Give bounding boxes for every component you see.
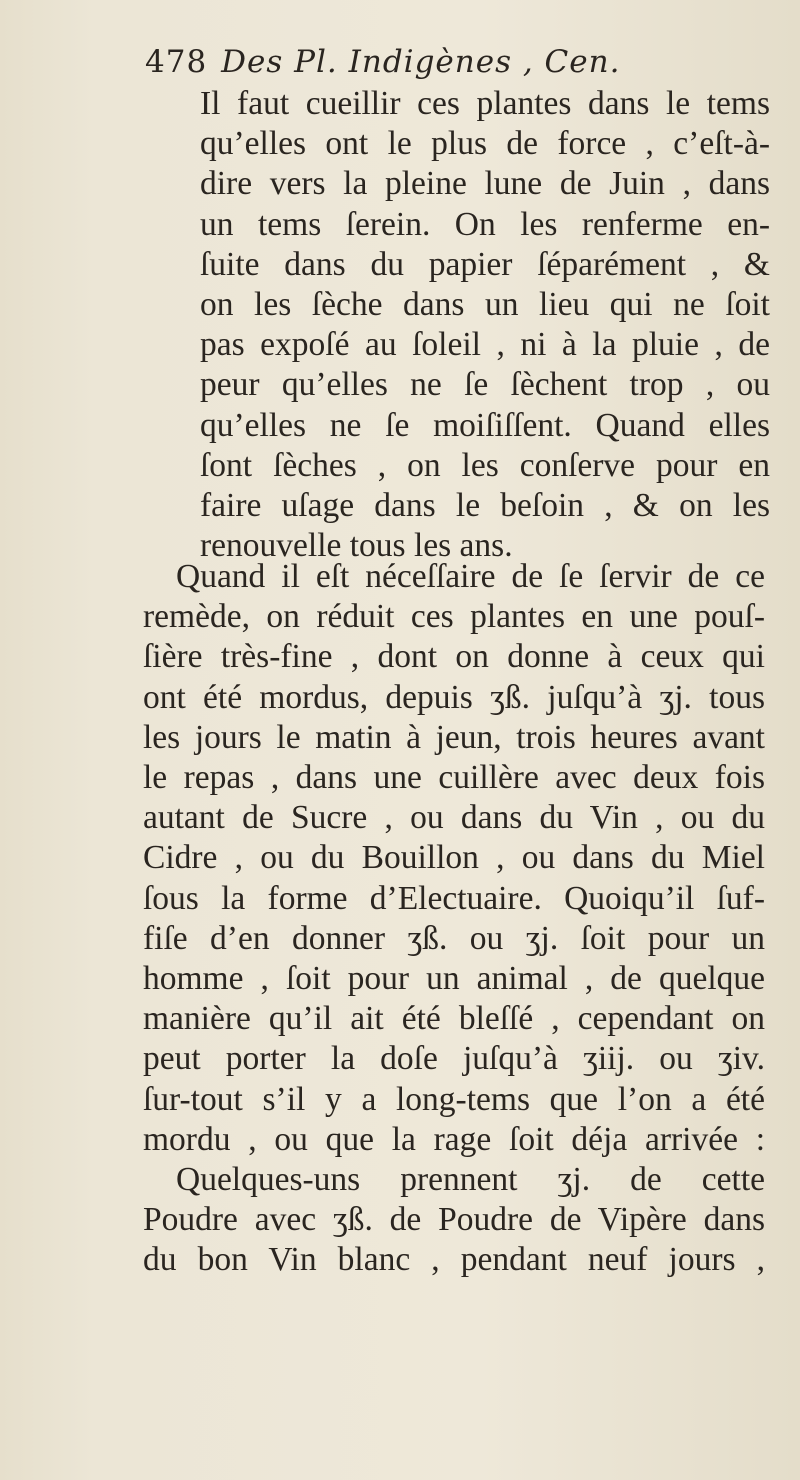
text-line: pas expoſé au ſoleil , ni à la pluie , de: [200, 326, 770, 364]
text-line: peut porter la doſe juſqu’à ʒiij. ou ʒiv.: [143, 1040, 765, 1078]
text-line: dire vers la pleine lune de Juin , dans: [200, 165, 770, 203]
text-line: ſuite dans du papier ſéparément , &: [200, 245, 770, 283]
text-line: ſur-tout s’il y a long-tems que l’on a été: [143, 1080, 765, 1118]
text-line: Quelques-uns prennent ʒj. de cette: [176, 1161, 765, 1199]
text-line: remède, on réduit ces plantes en une pouſ-: [143, 598, 765, 636]
page-number: 478: [145, 44, 208, 80]
text-line: Quand il eſt néceſſaire de ſe ſervir de ce: [176, 558, 765, 595]
text-line: peur qu’elles ne ſe ſèchent trop , ou: [200, 366, 770, 404]
text-line: qu’elles ont le plus de force , c’eſt-à-: [200, 125, 770, 163]
running-title: Des Pl. Indigènes , Cen.: [221, 44, 621, 80]
text-line: manière qu’il ait été bleſſé , cependant on: [143, 1000, 765, 1038]
text-line: faire uſage dans le beſoin , & on les: [200, 487, 770, 525]
paragraph-1: [200, 84, 770, 566]
text-line: autant de Sucre , ou dans du Vin , ou du: [143, 799, 765, 837]
text-line: ſont ſèches , on les conſerve pour en: [200, 446, 770, 484]
text-line: Il faut cueillir ces plantes dans le tems: [200, 85, 770, 122]
running-header: [145, 44, 765, 88]
text-line: le repas , dans une cuillère avec deux fois: [143, 759, 765, 797]
paragraph-2: [143, 557, 765, 1281]
text-line: on les ſèche dans un lieu qui ne ſoit: [200, 286, 770, 324]
text-line: Cidre , ou du Bouillon , ou dans du Miel: [143, 839, 765, 877]
text-line: un tems ſerein. On les renferme en-: [200, 205, 770, 243]
text-line: du bon Vin blanc , pendant neuf jours ,: [143, 1241, 765, 1279]
text-line: Poudre avec ʒß. de Poudre de Vipère dans: [143, 1201, 765, 1239]
text-line: qu’elles ne ſe moiſiſſent. Quand elles: [200, 406, 770, 444]
text-line: fiſe d’en donner ʒß. ou ʒj. ſoit pour un: [143, 919, 765, 957]
text-line: ſière très-fine , dont on donne à ceux qui: [143, 638, 765, 676]
text-line: ont été mordus, depuis ʒß. juſqu’à ʒj. tous: [143, 678, 765, 716]
text-line: les jours le matin à jeun, trois heures avant: [143, 718, 765, 756]
text-line: ſous la forme d’Electuaire. Quoiqu’il ſuf-: [143, 879, 765, 917]
text-line: homme , ſoit pour un animal , de quelque: [143, 960, 765, 998]
text-line: renouvelle tous les ans.: [200, 527, 513, 565]
text-line: mordu , ou que la rage ſoit déja arrivée :: [143, 1120, 765, 1158]
